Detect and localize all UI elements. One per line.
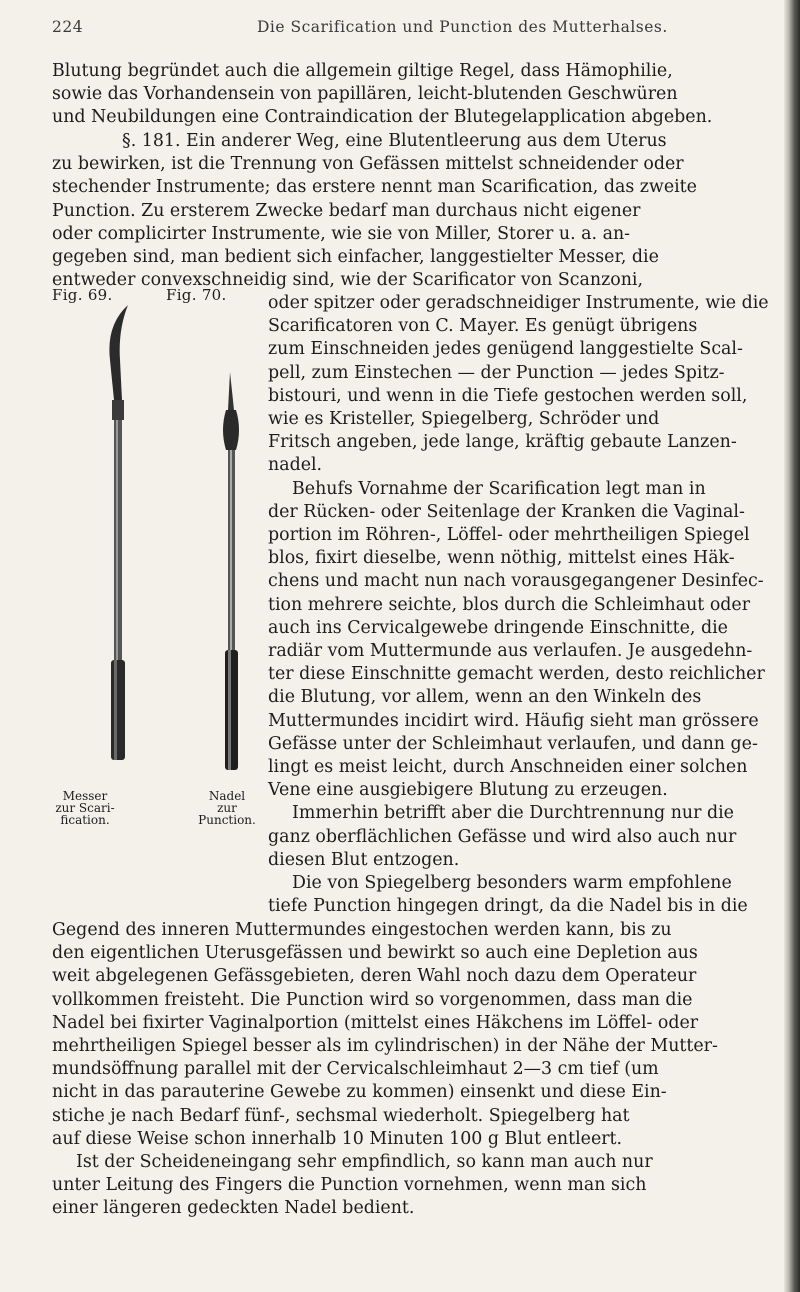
figure-69-knife-illustration: [96, 300, 156, 770]
text-line: radiär vom Muttermunde aus verlaufen. Je ausgedehn-: [268, 641, 753, 662]
text-line: Punction. Zu ersterem Zwecke bedarf man durchaus nicht eigener: [52, 200, 641, 221]
text-line: unter Leitung des Fingers die Punction vornehmen, wenn man sich: [52, 1175, 647, 1196]
text-line: Gefässe unter der Schleimhaut verlaufen, und dann ge-: [268, 733, 758, 754]
text-line: sowie das Vorhandensein von papillären, leicht-blutenden Geschwüren: [52, 84, 678, 105]
paragraph-section-181: [52, 130, 780, 292]
caption-line: zur: [217, 801, 237, 815]
text-line: Scarificatoren von C. Mayer. Es genügt übrigens: [268, 316, 698, 337]
text-line: Blutung begründet auch die allgemein giltige Regel, dass Hämophilie,: [52, 61, 673, 81]
text-line: den eigentlichen Uterusgefässen und bewirkt so auch eine Depletion aus: [52, 943, 698, 964]
text-line: Muttermundes incidirt wird. Häufig sieht man grössere: [268, 710, 759, 731]
figure-70-caption: [192, 790, 262, 826]
text-line: nicht in das parauterine Gewebe zu kommen) einsenkt und diese Ein-: [52, 1082, 667, 1103]
text-line: nadel.: [268, 455, 323, 476]
text-line: oder spitzer oder geradschneidiger Instrumente, wie die: [268, 293, 769, 313]
text-line: weit abgelegenen Gefässgebieten, deren Wahl noch dazu dem Operateur: [52, 966, 697, 987]
figure-69-label: Fig. 69.: [52, 286, 113, 304]
figure-69-caption: [50, 790, 120, 826]
text-line: gegeben sind, man bedient sich einfacher, langgestielter Messer, die: [52, 247, 659, 268]
text-line: diesen Blut entzogen.: [268, 849, 460, 870]
text-line: der Rücken- oder Seitenlage der Kranken die Vaginal-: [268, 501, 745, 522]
text-line: pell, zum Einstechen — der Punction — jedes Spitz-: [268, 362, 725, 383]
paragraph-intro: [52, 60, 780, 130]
text-line: Ist der Scheideneingang sehr empfindlich, so kann man auch nur: [76, 1152, 653, 1173]
text-line: Nadel bei fixirter Vaginalportion (mittelst eines Häkchens im Löffel- oder: [52, 1012, 699, 1033]
text-line: vollkommen freisteht. Die Punction wird so vorgenommen, dass man die: [52, 989, 693, 1010]
text-line: Behufs Vornahme der Scarification legt man in: [292, 478, 706, 499]
text-line: zu bewirken, ist die Trennung von Gefässen mittelst schneidender oder: [52, 154, 684, 175]
page-edge: [784, 0, 800, 1292]
wrapped-text-column: [268, 292, 782, 918]
text-line: §. 181. Ein anderer Weg, eine Blutentleerung aus dem Uterus: [122, 131, 667, 151]
text-line: Gegend des inneren Muttermundes eingestochen werden kann, bis zu: [52, 920, 672, 940]
text-line: einer längeren gedeckten Nadel bedient.: [52, 1198, 415, 1219]
text-line: zum Einschneiden jedes genügend langgestielte Scal-: [268, 339, 743, 360]
text-line: ter diese Einschnitte gemacht werden, desto reichlicher: [268, 664, 765, 685]
text-line: mehrtheiligen Spiegel besser als im cylindrischen) in der Nähe der Mutter-: [52, 1036, 718, 1057]
text-line: lingt es meist leicht, durch Anschneiden einer solchen: [268, 757, 748, 778]
text-line: und Neubildungen eine Contraindication der Blutegelapplication abgeben.: [52, 107, 713, 128]
text-line: wie es Kristeller, Spiegelberg, Schröder und: [268, 409, 660, 430]
text-line: tion mehrere seichte, blos durch die Schleimhaut oder: [268, 594, 751, 615]
figure-70-label: Fig. 70.: [166, 286, 227, 304]
text-line: auf diese Weise schon innerhalb 10 Minuten 100 g Blut entleert.: [52, 1128, 623, 1149]
caption-line: Nadel: [208, 789, 246, 803]
text-line: tiefe Punction hingegen dringt, da die Nadel bis in die: [268, 896, 748, 917]
text-line: stiche je nach Bedarf fünf-, sechsmal wiederholt. Spiegelberg hat: [52, 1105, 630, 1126]
text-line: entweder convexschneidig sind, wie der Scarificator von Scanzoni,: [52, 270, 644, 291]
running-title: Die Scarification und Punction des Mutterhalses.: [257, 18, 668, 36]
text-line: bistouri, und wenn in die Tiefe gestochen werden soll,: [268, 385, 748, 406]
figure-70-needle-illustration: [212, 370, 252, 780]
text-line: ganz oberflächlichen Gefässe und wird also auch nur: [268, 826, 737, 847]
caption-line: fication.: [60, 813, 110, 827]
text-line: auch ins Cervicalgewebe dringende Einschnitte, die: [268, 617, 728, 638]
text-line: stechender Instrumente; das erstere nennt man Scarification, das zweite: [52, 177, 697, 198]
text-line: Die von Spiegelberg besonders warm empfohlene: [292, 873, 732, 894]
text-line: oder complicirter Instrumente, wie sie von Miller, Storer u. a. an-: [52, 223, 631, 244]
text-line: portion im Röhren-, Löffel- oder mehrtheiligen Spiegel: [268, 525, 750, 546]
text-line: chens und macht nun nach vorausgegangener Desinfec-: [268, 571, 764, 592]
page-number: 224: [52, 18, 84, 36]
text-line: Immerhin betrifft aber die Durchtrennung nur die: [292, 803, 734, 824]
text-line: die Blutung, vor allem, wenn an den Winkeln des: [268, 687, 702, 708]
text-line: Fritsch angeben, jede lange, kräftig gebaute Lanzen-: [268, 432, 737, 453]
text-line: blos, fixirt dieselbe, wenn nöthig, mittelst eines Häk-: [268, 548, 735, 569]
caption-line: Punction.: [198, 813, 256, 827]
caption-line: Messer: [62, 789, 108, 803]
text-line: mundsöffnung parallel mit der Cervicalschleimhaut 2—3 cm tief (um: [52, 1059, 659, 1080]
caption-line: zur Scari-: [55, 801, 115, 815]
text-line: Vene eine ausgiebigere Blutung zu erzeugen.: [268, 780, 668, 801]
paragraph-punction: [52, 919, 780, 1221]
